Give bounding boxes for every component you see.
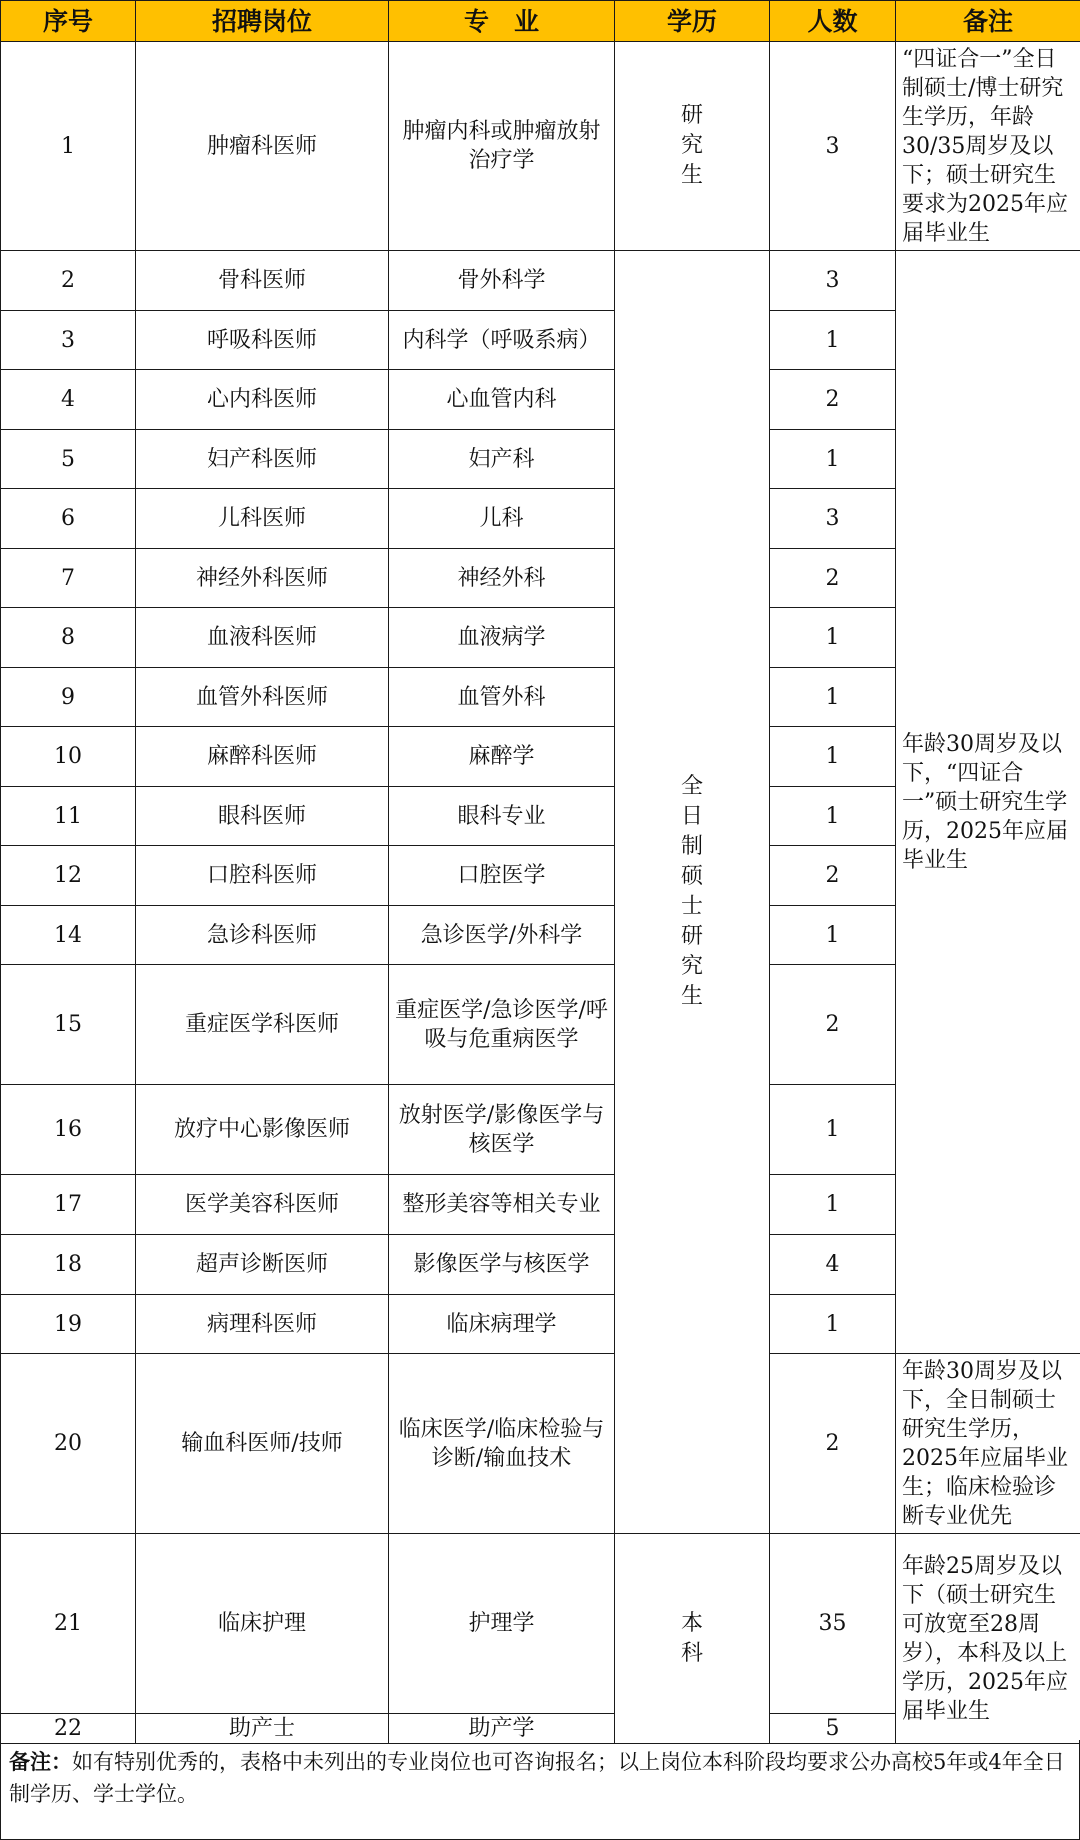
cell-position: 口腔科医师 xyxy=(136,846,389,906)
degree-char: 日 xyxy=(680,804,703,829)
cell-position: 医学美容科医师 xyxy=(136,1175,389,1235)
table-row xyxy=(1,1534,1080,1714)
cell-position: 儿科医师 xyxy=(136,489,389,549)
cell-no: 10 xyxy=(1,727,136,787)
cell-no: 6 xyxy=(1,489,136,549)
cell-no: 7 xyxy=(1,549,136,608)
cell-major: 骨外科学 xyxy=(389,251,615,311)
cell-major: 重症医学/急诊医学/呼吸与危重病医学 xyxy=(389,965,615,1085)
cell-no: 2 xyxy=(1,251,136,311)
cell-major: 血液病学 xyxy=(389,608,615,668)
cell-count: 1 xyxy=(770,1085,896,1175)
cell-count: 4 xyxy=(770,1235,896,1295)
degree-char: 研 xyxy=(680,924,703,949)
cell-no: 8 xyxy=(1,608,136,668)
cell-major: 急诊医学/外科学 xyxy=(389,906,615,965)
cell-remark-2: 年龄30周岁及以下，“四证合一”硕士研究生学历，2025年应届毕业生 xyxy=(896,251,1080,1354)
cell-position: 重症医学科医师 xyxy=(136,965,389,1085)
cell-major: 妇产科 xyxy=(389,430,615,489)
cell-position: 放疗中心影像医师 xyxy=(136,1085,389,1175)
cell-position: 急诊科医师 xyxy=(136,906,389,965)
cell-no: 22 xyxy=(1,1714,136,1744)
cell-major: 助产学 xyxy=(389,1714,615,1744)
cell-count: 2 xyxy=(770,1354,896,1534)
cell-count: 3 xyxy=(770,251,896,311)
degree-char: 究 xyxy=(680,133,703,158)
degree-group-1-text xyxy=(615,101,769,191)
header-position: 招聘岗位 xyxy=(136,1,389,42)
cell-position: 输血科医师/技师 xyxy=(136,1354,389,1534)
cell-no: 15 xyxy=(1,965,136,1085)
footer-note xyxy=(0,1740,1080,1840)
cell-major: 放射医学/影像医学与核医学 xyxy=(389,1085,615,1175)
degree-char: 科 xyxy=(680,1640,703,1666)
cell-remark-1: “四证合一”全日制硕士/博士研究生学历，年龄30/35周岁及以下；硕士研究生要求为2025年应届毕业生 xyxy=(896,42,1080,251)
cell-no: 12 xyxy=(1,846,136,906)
cell-count: 1 xyxy=(770,727,896,787)
cell-no: 9 xyxy=(1,668,136,727)
cell-major: 口腔医学 xyxy=(389,846,615,906)
cell-major: 心血管内科 xyxy=(389,370,615,430)
cell-no: 18 xyxy=(1,1235,136,1295)
cell-major: 儿科 xyxy=(389,489,615,549)
cell-major: 内科学（呼吸系病） xyxy=(389,311,615,370)
cell-major: 影像医学与核医学 xyxy=(389,1235,615,1295)
cell-position: 麻醉科医师 xyxy=(136,727,389,787)
table-row xyxy=(1,251,1080,311)
cell-position: 心内科医师 xyxy=(136,370,389,430)
table-header-row xyxy=(1,1,1080,42)
cell-count: 2 xyxy=(770,965,896,1085)
cell-count: 3 xyxy=(770,42,896,251)
degree-char: 本 xyxy=(680,1610,703,1636)
header-degree: 学历 xyxy=(615,1,770,42)
cell-position: 神经外科医师 xyxy=(136,549,389,608)
cell-no: 21 xyxy=(1,1534,136,1714)
table-row xyxy=(1,1354,1080,1534)
header-major: 专 业 xyxy=(389,1,615,42)
cell-position: 呼吸科医师 xyxy=(136,311,389,370)
cell-major: 整形美容等相关专业 xyxy=(389,1175,615,1235)
cell-major: 眼科专业 xyxy=(389,787,615,846)
cell-position: 血液科医师 xyxy=(136,608,389,668)
cell-major: 肿瘤内科或肿瘤放射治疗学 xyxy=(389,42,615,251)
cell-major: 临床医学/临床检验与诊断/输血技术 xyxy=(389,1354,615,1534)
cell-no: 17 xyxy=(1,1175,136,1235)
degree-char: 研 xyxy=(680,103,703,128)
footer-note-label: 备注： xyxy=(9,1749,72,1774)
degree-group-2-text xyxy=(615,772,769,1012)
table-row xyxy=(1,42,1080,251)
cell-position: 妇产科医师 xyxy=(136,430,389,489)
degree-char: 生 xyxy=(680,163,703,188)
cell-count: 3 xyxy=(770,489,896,549)
header-count: 人数 xyxy=(770,1,896,42)
cell-major: 护理学 xyxy=(389,1534,615,1714)
cell-position: 助产士 xyxy=(136,1714,389,1744)
degree-char: 全 xyxy=(680,774,703,799)
cell-degree-group-2 xyxy=(615,251,770,1534)
cell-position: 血管外科医师 xyxy=(136,668,389,727)
cell-position: 骨科医师 xyxy=(136,251,389,311)
degree-char: 硕 xyxy=(680,864,703,889)
cell-count: 2 xyxy=(770,370,896,430)
cell-count: 1 xyxy=(770,1175,896,1235)
cell-remark-4: 年龄25周岁及以下（硕士研究生可放宽至28周岁），本科及以上学历，2025年应届毕业生 xyxy=(896,1534,1080,1744)
cell-count: 35 xyxy=(770,1534,896,1714)
cell-count: 5 xyxy=(770,1714,896,1744)
degree-group-3-text xyxy=(615,1609,769,1669)
cell-count: 1 xyxy=(770,430,896,489)
degree-char: 士 xyxy=(680,894,703,919)
degree-char: 制 xyxy=(680,834,703,859)
degree-char: 究 xyxy=(680,954,703,979)
cell-no: 11 xyxy=(1,787,136,846)
cell-major: 临床病理学 xyxy=(389,1295,615,1354)
cell-count: 2 xyxy=(770,549,896,608)
cell-position: 超声诊断医师 xyxy=(136,1235,389,1295)
cell-no: 20 xyxy=(1,1354,136,1534)
cell-major: 血管外科 xyxy=(389,668,615,727)
cell-position: 临床护理 xyxy=(136,1534,389,1714)
header-remark: 备注 xyxy=(896,1,1080,42)
cell-no: 16 xyxy=(1,1085,136,1175)
cell-position: 眼科医师 xyxy=(136,787,389,846)
cell-degree-group-3 xyxy=(615,1534,770,1744)
cell-count: 1 xyxy=(770,787,896,846)
cell-count: 1 xyxy=(770,1295,896,1354)
cell-position: 肿瘤科医师 xyxy=(136,42,389,251)
cell-count: 1 xyxy=(770,608,896,668)
cell-count: 1 xyxy=(770,668,896,727)
cell-count: 1 xyxy=(770,311,896,370)
cell-count: 1 xyxy=(770,906,896,965)
cell-count: 2 xyxy=(770,846,896,906)
cell-major: 神经外科 xyxy=(389,549,615,608)
cell-remark-3: 年龄30周岁及以下，全日制硕士研究生学历，2025年应届毕业生；临床检验诊断专业优先 xyxy=(896,1354,1080,1534)
cell-no: 5 xyxy=(1,430,136,489)
cell-no: 14 xyxy=(1,906,136,965)
header-no: 序号 xyxy=(1,1,136,42)
cell-no: 3 xyxy=(1,311,136,370)
degree-char: 生 xyxy=(680,984,703,1009)
cell-no: 1 xyxy=(1,42,136,251)
cell-no: 19 xyxy=(1,1295,136,1354)
footer-note-text: 如有特别优秀的，表格中未列出的专业岗位也可咨询报名；以上岗位本科阶段均要求公办高校5年或4年全日制学历、学士学位。 xyxy=(9,1750,1065,1806)
cell-no: 4 xyxy=(1,370,136,430)
cell-major: 麻醉学 xyxy=(389,727,615,787)
cell-degree-group-1 xyxy=(615,42,770,251)
cell-position: 病理科医师 xyxy=(136,1295,389,1354)
